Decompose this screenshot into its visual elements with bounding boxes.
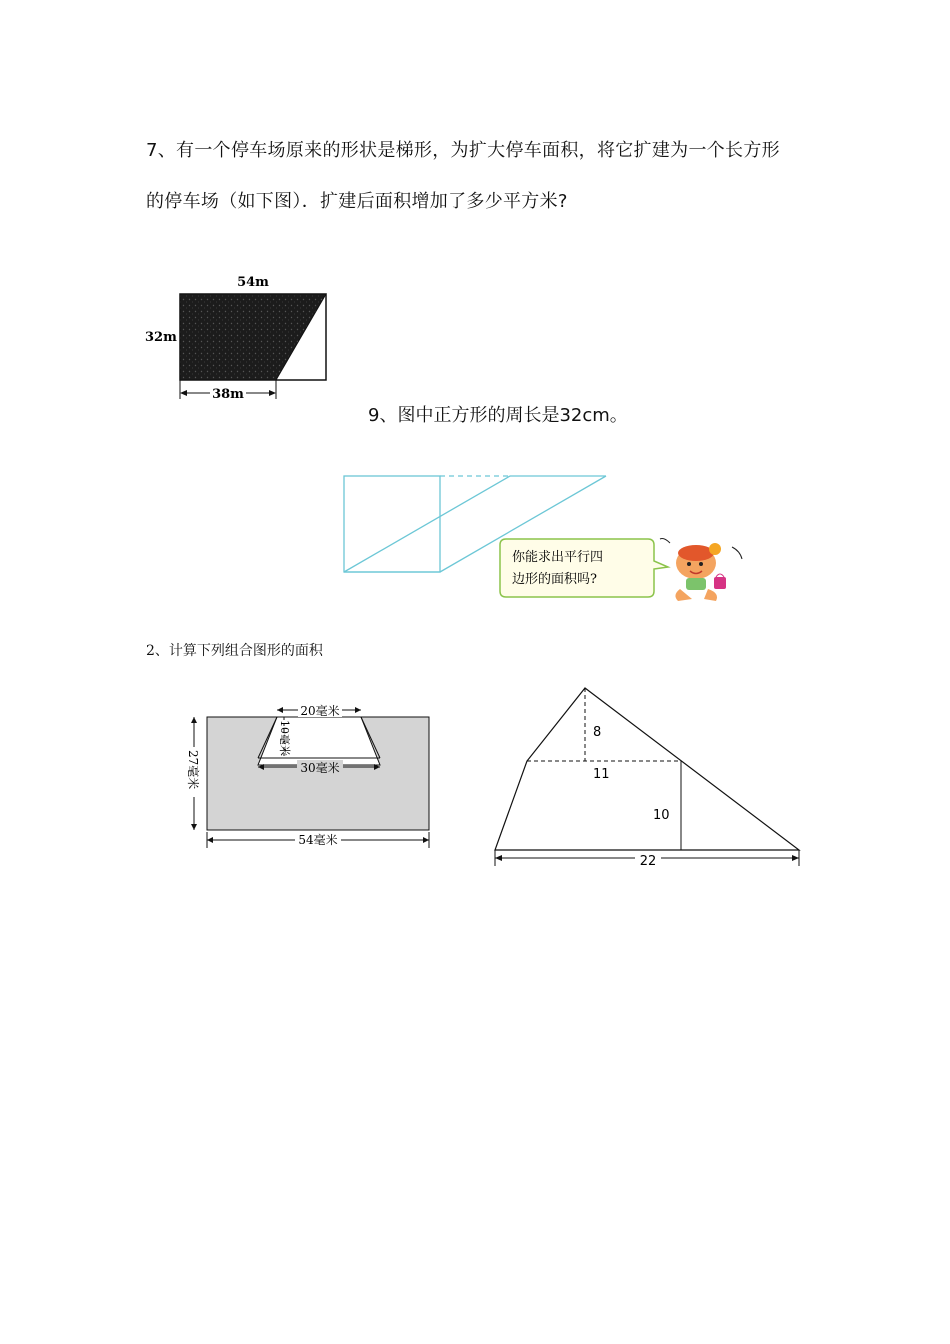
q2-figure-rectangle-with-trapezoid [180,692,445,857]
label-38m: 38m [212,387,244,402]
q7-text-line1: 7、有一个停车场原来的形状是梯形，为扩大停车面积，将它扩建为一个长方形 [146,140,780,161]
label-27mm: 27毫米 [186,750,200,790]
q2-figure-composite-triangle [485,680,810,870]
label-11: 11 [593,767,610,782]
q2-text: 2、计算下列组合图形的面积 [146,643,323,659]
label-20mm: 20毫米 [300,704,340,718]
square [344,476,440,572]
label-22: 22 [639,854,657,869]
q9-square-parallelogram-figure [330,465,750,610]
q7-parking-figure [140,268,340,408]
composite-shape [495,688,799,850]
label-10mm: 10毫米 [278,720,291,756]
label-10: 10 [653,808,670,823]
speech-bubble [500,539,668,597]
label-32m: 32m [145,330,177,345]
label-54mm: 54毫米 [298,833,338,847]
bubble-text-line1: 你能求出平行四 [512,550,604,565]
q9-text: 9、图中正方形的周长是32cm。 [368,405,628,426]
label-30mm: 30毫米 [300,761,340,775]
label-8: 8 [593,725,602,740]
bubble-text-line2: 边形的面积吗? [512,572,597,587]
q7-text-line2: 的停车场（如下图）．扩建后面积增加了多少平方米? [146,191,568,212]
cartoon-girl-icon [660,539,742,602]
label-54m: 54m [237,275,269,290]
